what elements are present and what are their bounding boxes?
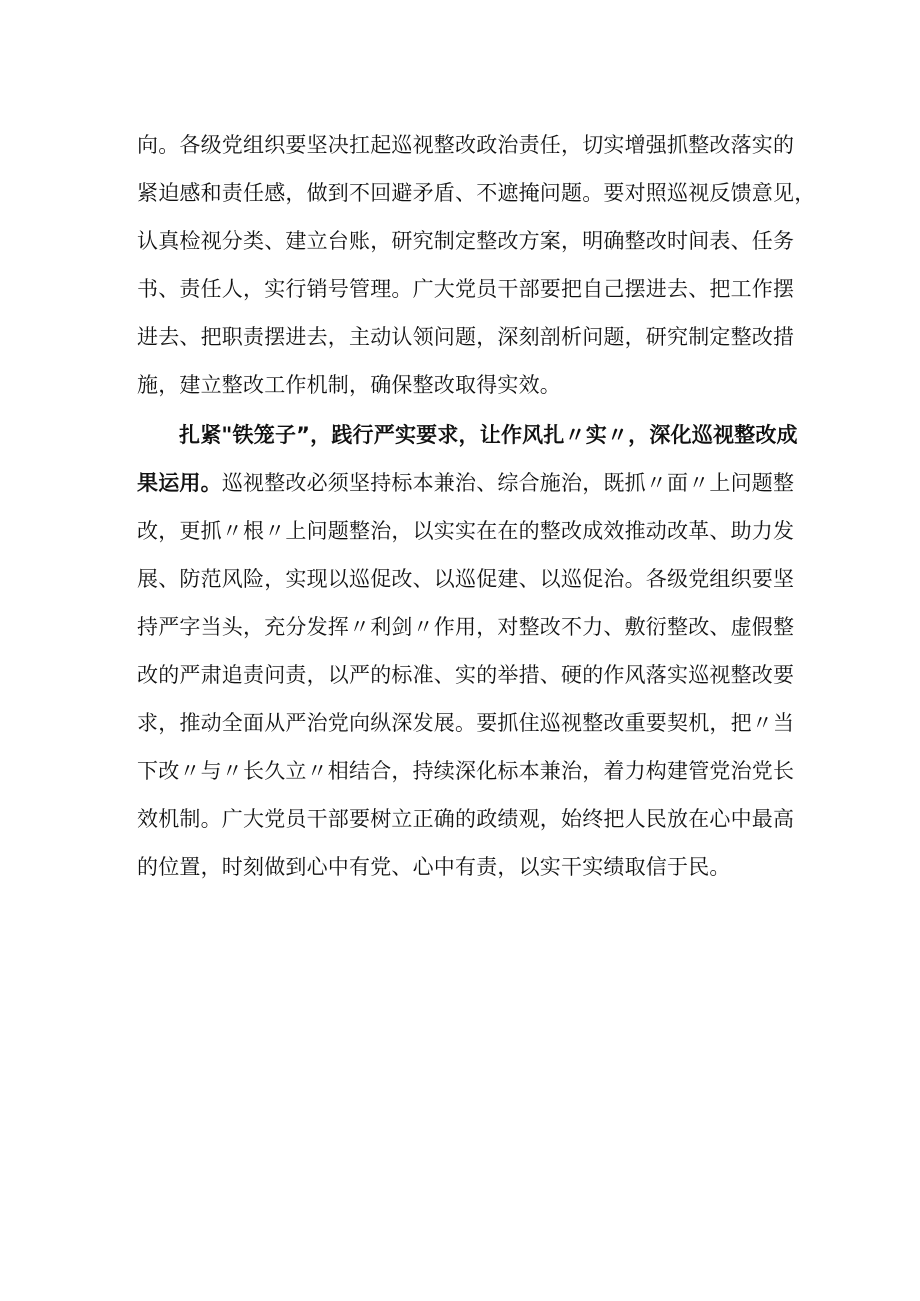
paragraph-line: 紧迫感和责任感，做到不回避矛盾、不遮掩问题。要对照巡视反馈意见， xyxy=(137,181,816,205)
paragraph-line: 向。各级党组织要坚决扛起巡视整改政治责任，切实增强抓整改落实的 xyxy=(137,133,795,157)
paragraph-heading: 扎紧"铁笼子”，践行严实要求，让作风扎〃实〃，深化巡视整改成 xyxy=(179,423,798,447)
paragraph-heading-end: 果运用。 xyxy=(137,471,222,495)
paragraph-line xyxy=(137,468,795,498)
paragraph-line: 施，建立整改工作机制，确保整改取得实效。 xyxy=(137,373,561,397)
paragraph-text: 巡视整改必须坚持标本兼治、综合施治，既抓〃面〃上问题整 xyxy=(221,471,795,495)
paragraph-line: 进去、把职责摆进去，主动认领问题，深刻剖析问题，研究制定整改措 xyxy=(137,325,795,349)
paragraph-line: 下改〃与〃长久立〃相结合，持续深化标本兼治，着力构建管党治党长 xyxy=(137,759,795,783)
paragraph-line: 持严字当头，充分发挥〃利剑〃作用，对整改不力、敷衍整改、虚假整 xyxy=(137,615,795,639)
paragraph-line: 的位置，时刻做到心中有党、心中有责，以实干实绩取信于民。 xyxy=(137,855,731,879)
paragraph-line: 展、防范风险，实现以巡促改、以巡促建、以巡促治。各级党组织要坚 xyxy=(137,567,795,591)
paragraph-line: 效机制。广大党员干部要树立正确的政绩观，始终把人民放在心中最高 xyxy=(137,807,795,831)
paragraph-line: 改的严肃追责问责，以严的标准、实的举措、硬的作风落实巡视整改要 xyxy=(137,663,795,687)
paragraph-line: 认真检视分类、建立台账，研究制定整改方案，明确整改时间表、任务 xyxy=(137,229,795,253)
paragraph-line: 书、责任人，实行销号管理。广大党员干部要把自己摆进去、把工作摆 xyxy=(137,277,795,301)
paragraph-line: 改，更抓〃根〃上问题整治，以实实在在的整改成效推动改革、助力发 xyxy=(137,519,795,543)
paragraph-line: 求，推动全面从严治党向纵深发展。要抓住巡视整改重要契机，把〃当 xyxy=(137,711,795,735)
